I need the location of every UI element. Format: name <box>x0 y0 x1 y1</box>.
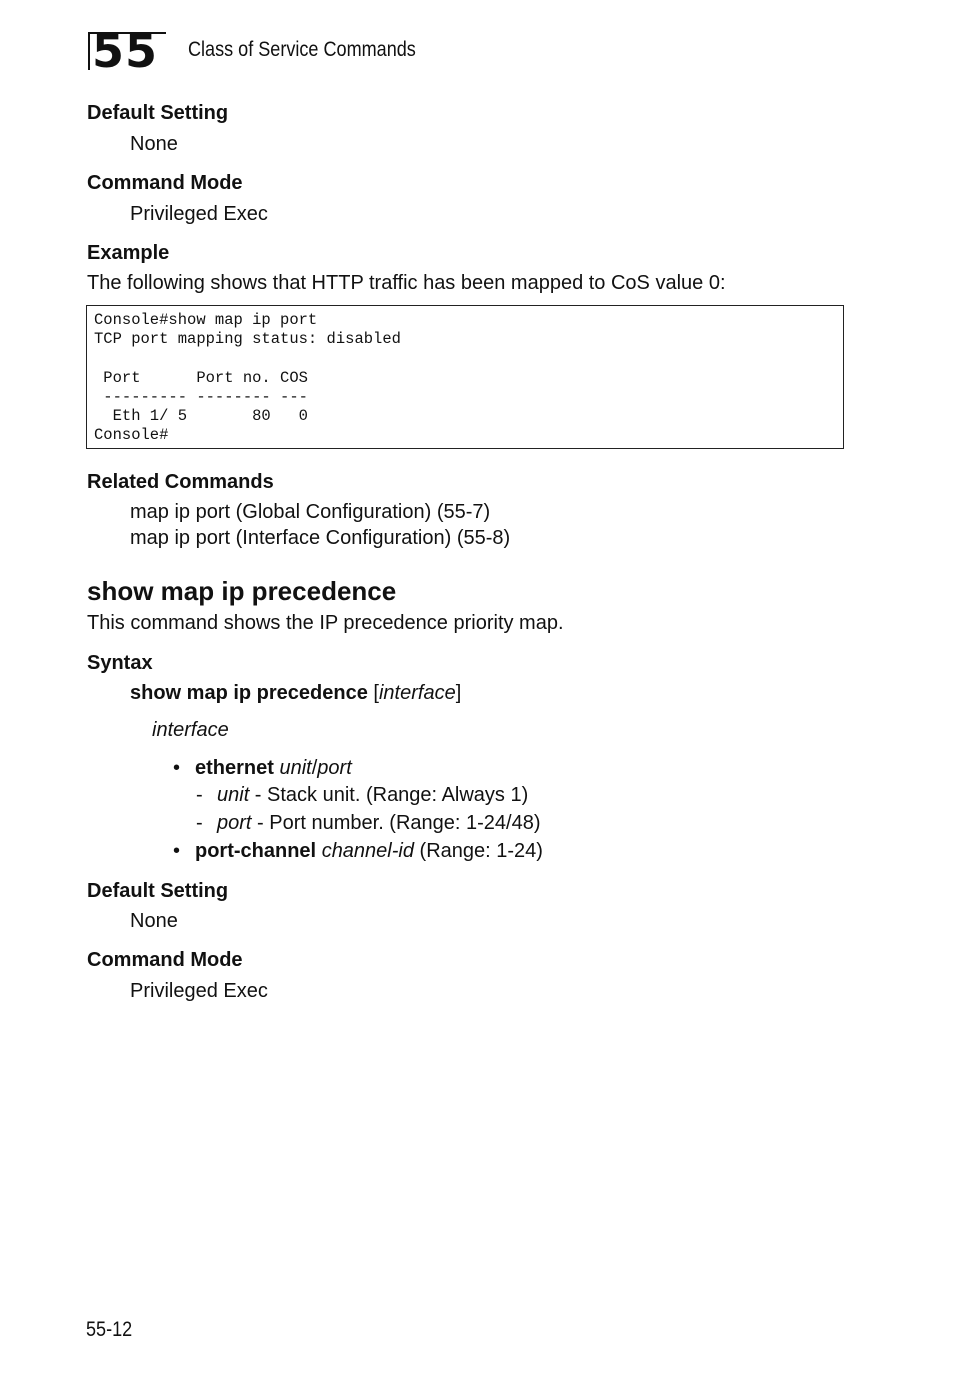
default-setting-value: None <box>130 133 178 155</box>
unit-description <box>217 784 528 807</box>
ethernet-keyword: ethernet <box>195 757 274 779</box>
bullet-icon: • <box>173 840 181 862</box>
port-channel-param: channel-id <box>321 840 414 862</box>
command-description: This command shows the IP precedence priority map. <box>87 612 564 634</box>
related-commands-heading: Related Commands <box>87 471 274 493</box>
port-term: port <box>217 812 252 834</box>
chapter-title: Class of Service Commands <box>188 38 416 61</box>
ethernet-slash: / <box>311 757 318 779</box>
ethernet-port: port <box>317 757 352 779</box>
syntax-param: interface <box>378 682 456 704</box>
dash-icon: - <box>196 784 203 806</box>
command-mode-value: Privileged Exec <box>130 203 268 225</box>
related-command-link[interactable]: map ip port (Interface Configuration) (55-8) <box>130 527 511 549</box>
default-setting-heading: Default Setting <box>87 102 229 124</box>
port-desc: - Port number. (Range: 1-24/48) <box>251 812 541 834</box>
syntax-bracket-open: [ <box>373 682 379 704</box>
default-setting-heading: Default Setting <box>87 880 229 902</box>
chapter-badge <box>88 24 166 78</box>
chapter-badge-bar <box>88 32 90 70</box>
ethernet-option <box>195 757 352 780</box>
example-intro: The following shows that HTTP traffic has been mapped to CoS value 0: <box>87 272 726 294</box>
unit-term: unit <box>217 784 250 806</box>
port-channel-option <box>195 840 543 863</box>
syntax-heading: Syntax <box>87 652 153 674</box>
bullet-icon: • <box>173 757 181 779</box>
console-output-box <box>86 305 844 449</box>
ethernet-unit: unit <box>279 757 312 779</box>
command-title: show map ip precedence <box>87 576 397 606</box>
syntax-line <box>130 682 461 705</box>
port-channel-range: (Range: 1-24) <box>413 840 543 862</box>
related-command-link[interactable]: map ip port (Global Configuration) (55-7) <box>130 501 491 523</box>
command-mode-value: Privileged Exec <box>130 980 268 1002</box>
command-mode-heading: Command Mode <box>87 949 243 971</box>
command-mode-heading: Command Mode <box>87 172 243 194</box>
chapter-number: 55 <box>92 24 159 78</box>
default-setting-value: None <box>130 910 178 932</box>
page-number: 55-12 <box>86 1318 133 1341</box>
dash-icon: - <box>196 812 203 834</box>
console-output: Console#show map ip port TCP port mapping status: disabled Port Port no. COS --------- -------- --- Eth 1/ 5 80 0 Console# <box>94 311 401 445</box>
param-name-text: interface <box>152 719 229 741</box>
port-description <box>217 812 541 835</box>
param-name <box>152 719 229 742</box>
port-channel-keyword: port-channel <box>195 840 317 862</box>
syntax-bracket-close: ] <box>455 682 462 704</box>
unit-desc: - Stack unit. (Range: Always 1) <box>249 784 529 806</box>
syntax-command: show map ip precedence <box>130 682 368 704</box>
example-heading: Example <box>87 242 170 264</box>
